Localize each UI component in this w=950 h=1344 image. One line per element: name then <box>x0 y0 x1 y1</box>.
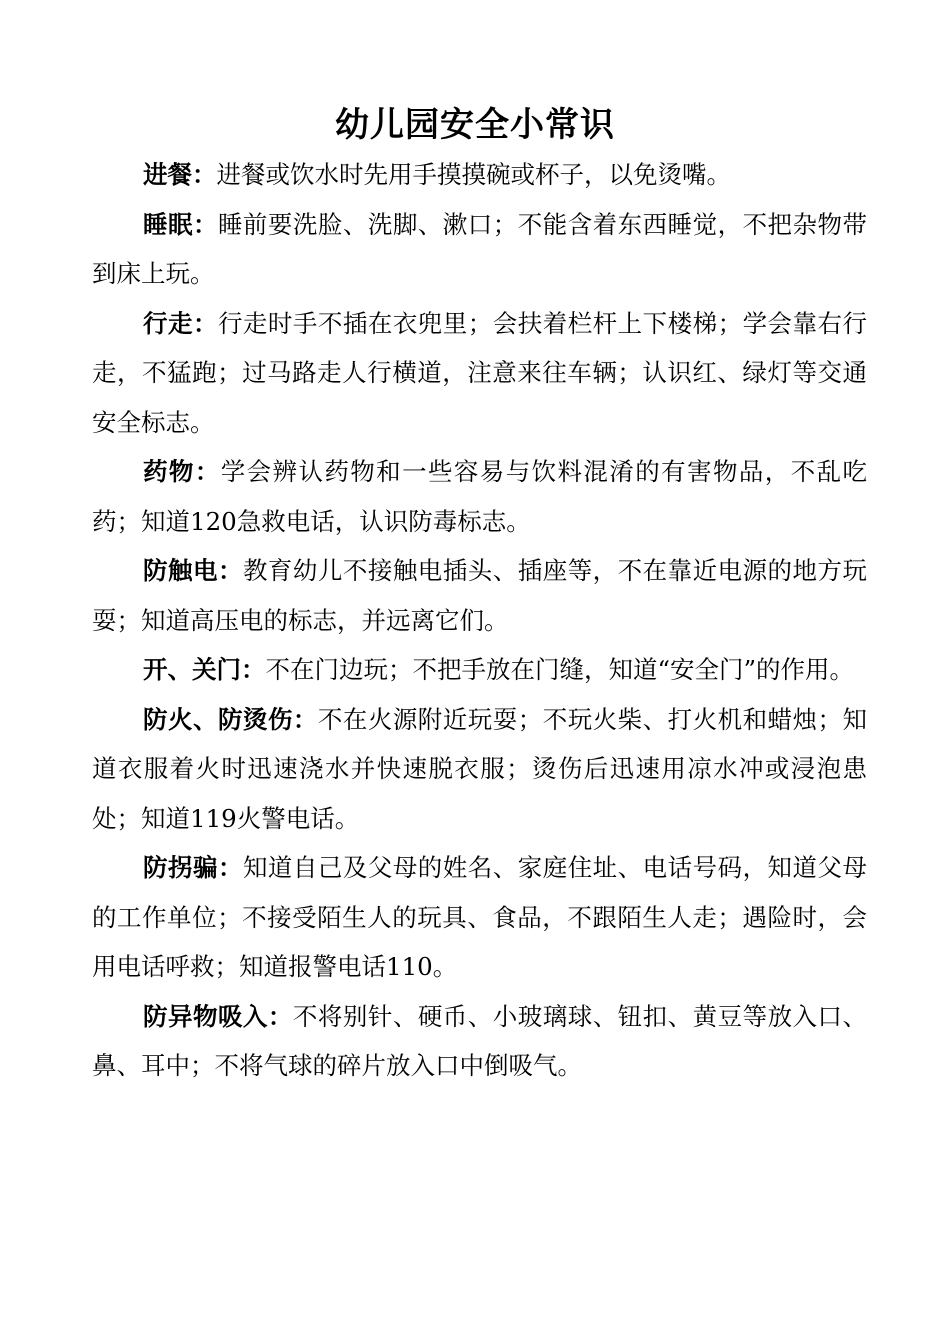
section-label: 防触电： <box>143 556 243 585</box>
section-text: 不在火源附近玩耍；不玩火柴、打火机和蜡烛；知道衣服着火时迅速浇水并快速脱衣服；烫伤后迅速用凉水冲或浸泡患处；知道119火警电话。 <box>92 704 867 833</box>
section-text: 行走时手不插在衣兜里；会扶着栏杆上下楼梯；学会靠右行走，不猛跑；过马路走人行横道，注意来往车辆；认识红、绿灯等交通安全标志。 <box>92 308 868 437</box>
section-text: 教育幼儿不接触电插头、插座等，不在靠近电源的地方玩耍；知道高压电的标志，并远离它们。 <box>92 556 868 635</box>
section-sleep <box>92 200 867 299</box>
section-doors <box>92 645 867 695</box>
section-text: 知道自己及父母的姓名、家庭住址、电话号码，知道父母的工作单位；不接受陌生人的玩具、食品，不跟陌生人走；遇险时，会用电话呼救；知道报警电话110。 <box>92 853 868 981</box>
section-label: 药物： <box>143 457 221 486</box>
section-text: 进餐或饮水时先用手摸摸碗或杯子，以免烫嘴。 <box>216 160 731 189</box>
section-label: 行走： <box>143 308 218 338</box>
section-label: 进餐： <box>143 160 217 189</box>
section-text: 不将别针、硬币、小玻璃球、钮扣、黄豆等放入口、鼻、耳中；不将气球的碎片放入口中倒吸气。 <box>92 1001 868 1080</box>
section-walking <box>92 299 867 448</box>
section-label: 防拐骗： <box>143 853 243 882</box>
section-dining <box>92 150 867 200</box>
section-abduction <box>92 843 867 992</box>
section-text: 不在门边玩；不把手放在门缝，知道“安全门”的作用。 <box>265 655 855 684</box>
section-fire-burns <box>92 695 867 844</box>
section-text: 学会辨认药物和一些容易与饮料混淆的有害物品，不乱吃药；知道120急救电话，认识防毒标志。 <box>92 457 868 536</box>
section-text: 睡前要洗脸、洗脚、漱口；不能含着东西睡觉，不把杂物带到床上玩。 <box>92 209 868 288</box>
document-title: 幼儿园安全小常识 <box>335 105 615 145</box>
document-body <box>92 150 867 1091</box>
section-foreign-objects <box>92 992 867 1091</box>
section-label: 防火、防烫伤： <box>143 704 318 734</box>
section-label: 睡眠： <box>143 209 218 239</box>
section-electric-shock <box>92 546 867 645</box>
section-label: 开、关门： <box>143 655 266 684</box>
section-medicine <box>92 447 867 546</box>
section-label: 防异物吸入： <box>143 1001 293 1031</box>
